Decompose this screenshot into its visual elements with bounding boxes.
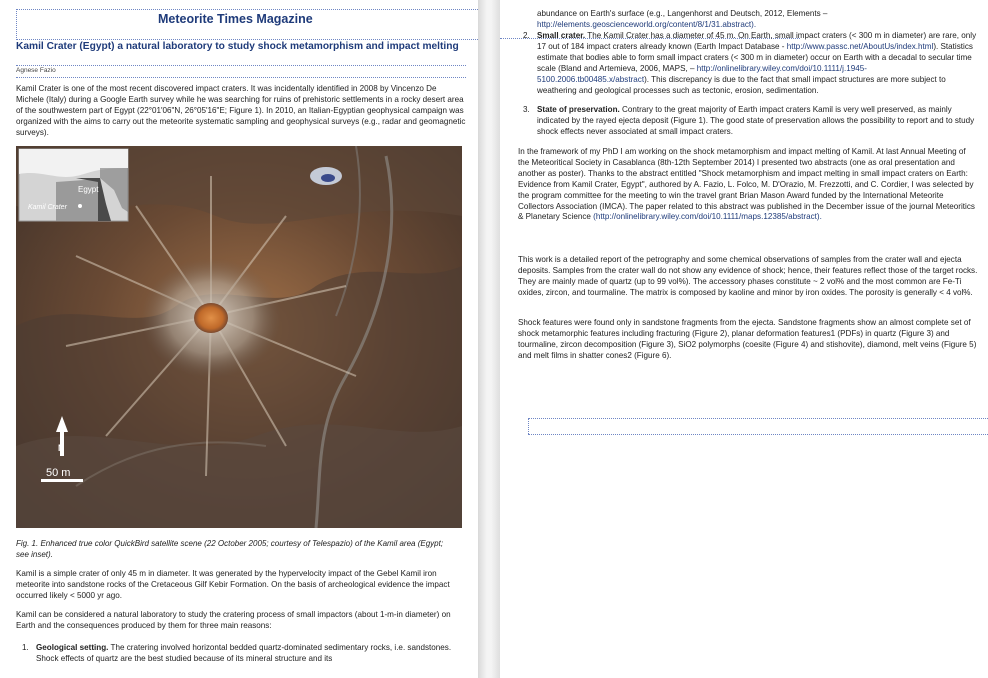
list-number: 1. [22, 643, 29, 652]
maps-link[interactable]: (http://onlinelibrary.wiley.com/doi/10.1111/maps.12385/abstract). [593, 212, 822, 222]
selection-frame [16, 9, 478, 40]
list-item-heading: Small crater. [537, 31, 586, 40]
list-item-text: ). This discrepancy is due to the fact that small impact structures are more subject to weathering and geological processes such as tectonic, erosion, sedimentation. [537, 74, 946, 95]
paragraph-text: In the framework of my PhD I am working on the shock metamorphism and impact melting of Kamil. At last Annual Meeting of the Meteoritical Society in Casablanca (8th-12th September 2014) I presented two abstracts (one as oral presentation and another as poster). Thanks to the abstract entitled "Shock metamorphism and impact melting in small impact craters on Earth: Evidence from Kamil Crater, Egypt", authored by A. Fazio, L. Folco, M. D'Orazio, M. Frezzotti, and C. Cordier, I was selected by the program committee for the meeting to win the travel grant Brian Mason Award funded by the International Meteorite Collectors Association (IMCA). The paper related to this abstract was published in the December issue of the journal Meteoritics & Planetary Science [518, 147, 975, 222]
inset-label-egypt: Egypt [78, 185, 99, 194]
article-title: Kamil Crater (Egypt) a natural laboratory to study shock metamorphism and impact melting [16, 41, 459, 52]
list-item-text: The cratering involved horizontal bedded quartz-dominated sedimentary rocks, i.e. sandstones. Shock effects of quartz are the best studied because of its mineral structure and its [36, 643, 452, 663]
list-item-heading: State of preservation. [537, 105, 620, 114]
wiley-link[interactable]: http://onlinelibrary.wiley.com/doi/10.1111/j.1945-5100.2006.tb00485.x/abstract [537, 63, 867, 84]
continued-text [537, 9, 977, 31]
list-item-text: The Kamil Crater has a diameter of 45 m. On Earth, small impact craters (< 300 m in diameter) are rare, only 17 out of 184 impact craters already known (Earth Impact Database - [537, 31, 977, 51]
passc-link[interactable]: http://www.passc.net/AboutUs/index.html [786, 41, 934, 51]
satellite-image [16, 146, 462, 528]
list-item-text: Contrary to the great majority of Earth impact craters Kamil is very well preserved, as mainly indicated by the rayed ejecta deposit (Figure 1). The good state of preservation allows the possibility to report and to study shock effects never associated at small impact craters. [537, 105, 975, 136]
intro-paragraph: Kamil Crater is one of the most recent discovered impact craters. It was incidentally identified in 2008 by Vincenzo De Michele (Italy) during a Google Earth survey while he was searching for ruins of prehistoric settlements in a rocky desert area of the southwestern part of Egypt (22°01'06"N, 26°05'16"E; Figure 1). In 2010, an Italian-Egyptian geophysical campaign was organized with the aims to carry out the meteorite systematic sampling and geophysical surveys (e.g., radar and geomagnetic surveys). [16, 84, 466, 137]
selection-guide [528, 434, 988, 435]
list-item-geological-setting [36, 643, 462, 665]
left-page [0, 0, 478, 678]
list-number: 3. [523, 105, 530, 114]
continued-line: abundance on Earth's surface (e.g., Langenhorst and Deutsch, 2012, Elements – [537, 9, 828, 18]
crater-location-marker [78, 204, 82, 208]
scale-bar [41, 479, 83, 482]
paragraph-petrography: This work is a detailed report of the petrography and some chemical observations of samples from the crater wall and ejecta deposits. Samples from the crater wall do not show any evidence of shock; hence, their features reflect those of the target rocks. They are mainly made of quartz (up to 99 vol%). The accessory phases constitute ~ 2 vol% and the most common are Fe-Ti oxides, zircon, and tourmaline. The matrix is composed by kaoline and minor by iron oxides. The porosity is generally < 4 vol%. [518, 255, 978, 297]
list-item-small-crater [537, 31, 977, 96]
selection-guide [528, 418, 988, 419]
inset-label-crater: Kamil Crater [28, 204, 67, 211]
selection-guide [16, 65, 466, 66]
list-number: 2. [523, 31, 530, 40]
paragraph-kamil-simple: Kamil is a simple crater of only 45 m in diameter. It was generated by the hypervelocity impact of the Gebel Kamil iron meteorite into sandstone rocks of the Cretaceous Gilf Kebir Formation. On the basis of archeological evidence the impact occurred likely < 5000 yr ago. [16, 569, 450, 600]
list-item-text: ). Statistics estimate that bodies able to form small impact craters (< 300 m in diameter) occur on Earth with a decadal to secular time scale (Bland and Artemieva, 2006, MAPS, – [537, 41, 973, 73]
list-item-preservation [537, 105, 977, 138]
right-page [500, 0, 988, 678]
scale-label: 50 m [46, 467, 71, 479]
article-author: Agnese Fazio [16, 67, 56, 74]
list-item-heading: Geological setting. [36, 643, 109, 652]
paragraph-phd [518, 147, 978, 223]
north-label: N [58, 443, 65, 453]
selection-guide [16, 77, 466, 78]
selection-guide [528, 418, 529, 434]
figure-caption: Fig. 1. Enhanced true color QuickBird satellite scene (22 October 2005; courtesy of Telespazio) of the Kamil area (Egypt; see inset). [16, 539, 444, 559]
paragraph-natural-lab: Kamil can be considered a natural laboratory to study the cratering process of small impactors (about 1-m-in diameter) on Earth and the consequences produced by them for three main reasons: [16, 610, 451, 630]
elements-link[interactable]: http://elements.geoscienceworld.org/content/8/1/31.abstract). [537, 19, 757, 29]
page-gutter [478, 0, 500, 678]
magazine-title: Meteorite Times Magazine [158, 12, 313, 26]
paragraph-shock-features: Shock features were found only in sandstone fragments from the ejecta. Sandstone fragments show an almost complete set of shock metamorphic features including fracturing (Figure 2), planar deformation features1 (PDFs) in quartz (Figure 3) and tourmaline, zircon decomposition (Figure 3), SiO2 polymorphs (coesite (Figure 4) and stishovite), diamond, melt veins (Figure 5) and melt films in shatter cones2 (Figure 6). [518, 318, 977, 360]
